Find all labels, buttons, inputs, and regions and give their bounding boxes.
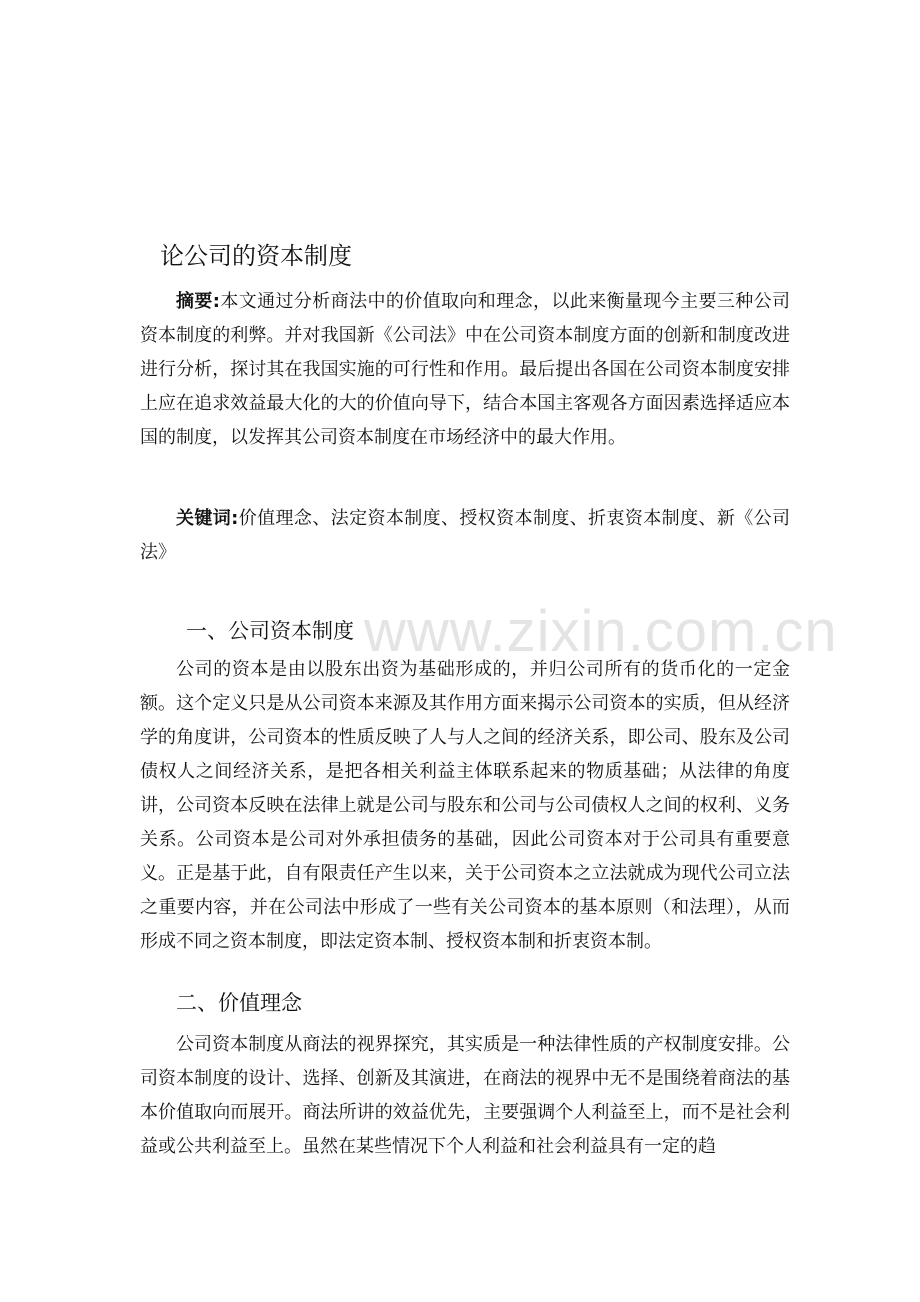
abstract-paragraph <box>140 285 790 455</box>
section-paragraph: 公司的资本是由以股东出资为基础形成的，并归公司所有的货币化的一定金额。这个定义只是从公司资本来源及其作用方面来揭示公司资本的实质，但从经济学的角度讲，公司资本的性质反映了人与人之间的经济关系，即公司、股东及公司债权人之间经济关系，是把各相关利益主体联系起来的物质基础；从法律的角度讲，公司资本反映在法律上就是公司与股东和公司与公司债权人之间的权利、义务关系。公司资本是公司对外承担债务的基础，因此公司资本对于公司具有重要意义。正是基于此，自有限责任产生以来，关于公司资本之立法就成为现代公司立法之重要内容，并在公司法中形成了一些有关公司资本的基本原则（和法理），从而形成不同之资本制度，即法定资本制、授权资本制和折衷资本制。 <box>140 659 790 952</box>
section-heading: 二、价值理念 <box>176 991 302 1015</box>
keywords-label: 关键词: <box>176 508 239 529</box>
abstract-label: 摘要: <box>176 291 220 312</box>
section-heading: 一、公司资本制度 <box>186 619 354 643</box>
document-title: 论公司的资本制度 <box>160 242 352 270</box>
watermark-text: www.zixin.com.cn <box>364 599 838 664</box>
keywords-paragraph <box>140 502 790 570</box>
section-paragraph: 公司资本制度从商法的视界探究，其实质是一种法律性质的产权制度安排。公司资本制度的设计、选择、创新及其演进，在商法的视界中无不是围绕着商法的基本价值取向而展开。商法所讲的效益优先，主要强调个人利益至上，而不是社会利益或公共利益至上。虽然在某些情况下个人利益和社会利益具有一定的趋 <box>140 1034 790 1157</box>
keywords-text: 价值理念、法定资本制度、授权资本制度、折衷资本制度、新《公司法》 <box>140 508 791 563</box>
abstract-text: 本文通过分析商法中的价值取向和理念，以此来衡量现今主要三种公司资本制度的利弊。并对我国新《公司法》中在公司资本制度方面的创新和制度改进进行分析，探讨其在我国实施的可行性和作用。最后提出各国在公司资本制度安排上应在追求效益最大化的大的价值向导下，结合本国主客观各方面因素选择适应本国的制度，以发挥其公司资本制度在市场经济中的最大作用。 <box>140 291 791 448</box>
